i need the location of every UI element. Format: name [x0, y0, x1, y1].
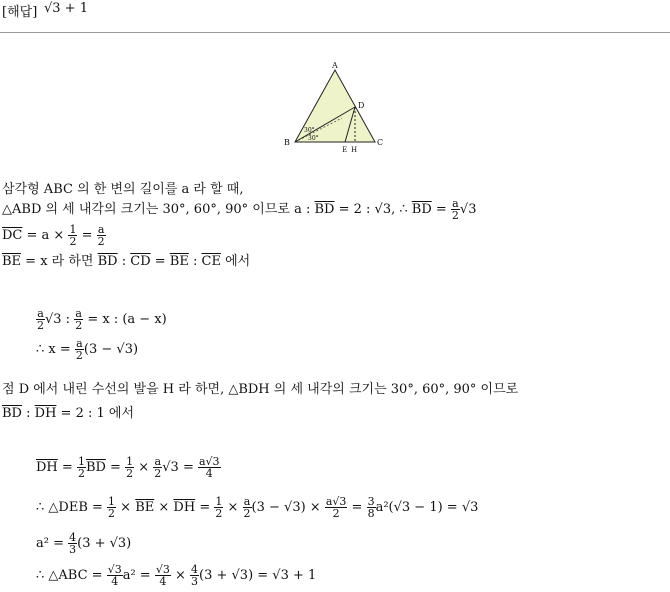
e6-frac1: $\frac{√3}{4}$ [107, 563, 122, 588]
vertex-b-label: B [284, 138, 290, 147]
e4-frac2: $\frac{1}{2}$ [215, 495, 223, 520]
e1-frac1: $\frac{a}{2}$ [37, 307, 44, 332]
equation-3: $\overline{DH}$ = $\frac{1}{2}$ $\overline{BD}$ = $\frac{1}{2}$ × $\frac{a}{2}$ √3 = $\frac{a√3}{4}$ [36, 455, 220, 480]
vertex-e-label: E [342, 146, 348, 154]
line-6: $\overline{BD}$ : $\overline{DH} = 2$ : 1 에서 [2, 406, 134, 421]
vertex-d-label: D [358, 101, 365, 110]
line-1: 삼각형 ABC 의 한 변의 길이를 a 라 할 때, [2, 182, 244, 197]
e5-frac: $\frac{4}{3}$ [69, 531, 77, 556]
line-2 [2, 198, 476, 221]
triangle-figure [280, 60, 390, 156]
e4-frac3: $\frac{a}{2}$ [243, 495, 251, 520]
angle-label-top: 30° [304, 127, 315, 134]
l3a: $\overline{DC}$ [2, 228, 23, 243]
l2b: $\overline{BD}$ [314, 202, 335, 217]
e4-frac1: $\frac{1}{2}$ [108, 495, 116, 520]
answer-label: [해답] [2, 5, 38, 20]
equation-2: ∴ x = $\frac{a}{2}$ (3 − √3) [36, 337, 139, 362]
l3b: = a × [22, 228, 69, 243]
l2f: √3 [459, 202, 477, 217]
vertex-h-label: H [351, 146, 358, 154]
answer-value: √3 + 1 [44, 1, 88, 16]
l2d: $\overline{BD}$ [411, 202, 432, 217]
line-3 [2, 224, 106, 247]
e3-frac3: $\frac{a}{2}$ [154, 455, 162, 480]
equation-1: $\frac{a}{2}$ √3 : $\frac{a}{2}$ = x : (a − x) [37, 307, 167, 332]
line-5: 점 D 에서 내린 수선의 발을 H 라 하면, △BDH 의 세 내각의 크기는 30°, 60°, 90° 이므로 [2, 382, 519, 397]
angle-label-bottom: 30° [308, 135, 319, 142]
e1-frac2: $\frac{a}{2}$ [75, 307, 83, 332]
e4-frac5: $\frac{3}{8}$ [367, 495, 375, 520]
equation-5: a² = $\frac{4}{3}$ (3 + √3) [36, 531, 132, 556]
e2-frac: $\frac{a}{2}$ [75, 337, 83, 362]
divider [0, 32, 670, 33]
e4-frac4: $\frac{a√3}{2}$ [325, 495, 347, 520]
e3-frac2: $\frac{1}{2}$ [126, 455, 134, 480]
l3-frac1: $\frac{1}{2}$ [69, 223, 77, 248]
l3-frac2: $\frac{a}{2}$ [97, 223, 105, 248]
e6-frac2: $\frac{√3}{4}$ [155, 563, 170, 588]
e6-frac3: $\frac{4}{3}$ [191, 563, 199, 588]
l2e: = [431, 202, 451, 217]
l2-frac: $\frac{a}{2}$ [451, 197, 459, 222]
l3c: = [77, 228, 97, 243]
e3-frac1: $\frac{1}{2}$ [77, 455, 85, 480]
line-4: $\overline{BE} = x$ 라 하면 $\overline{BD}$ : $\overline{CD} = \overline{BE}$ : $\overline{CE}$ 에서 [2, 254, 251, 269]
equation-6: ∴ △ABC = $\frac{√3}{4}$ a² = $\frac{√3}{4}$ × $\frac{4}{3}$ (3 + √3) = √3 + 1 [36, 563, 317, 588]
l2a: △ABD 의 세 내각의 크기는 30°, 60°, 90° 이므로 a : [2, 202, 315, 217]
vertex-a-label: A [332, 61, 338, 70]
equation-4: ∴ △DEB = $\frac{1}{2}$ × $\overline{BE} \times \overline{DH}$ = $\frac{1}{2}$ × $\frac{a}{2}$ (3 − √3) × $\frac{a√3}{2}$ = $\frac{3}{8}$ a²(√3 − 1) = √3 [36, 495, 479, 520]
e3-frac4: $\frac{a√3}{4}$ [198, 455, 220, 480]
vertex-c-label: C [377, 138, 384, 147]
l2c: = 2 : √3, ∴ [334, 202, 412, 217]
